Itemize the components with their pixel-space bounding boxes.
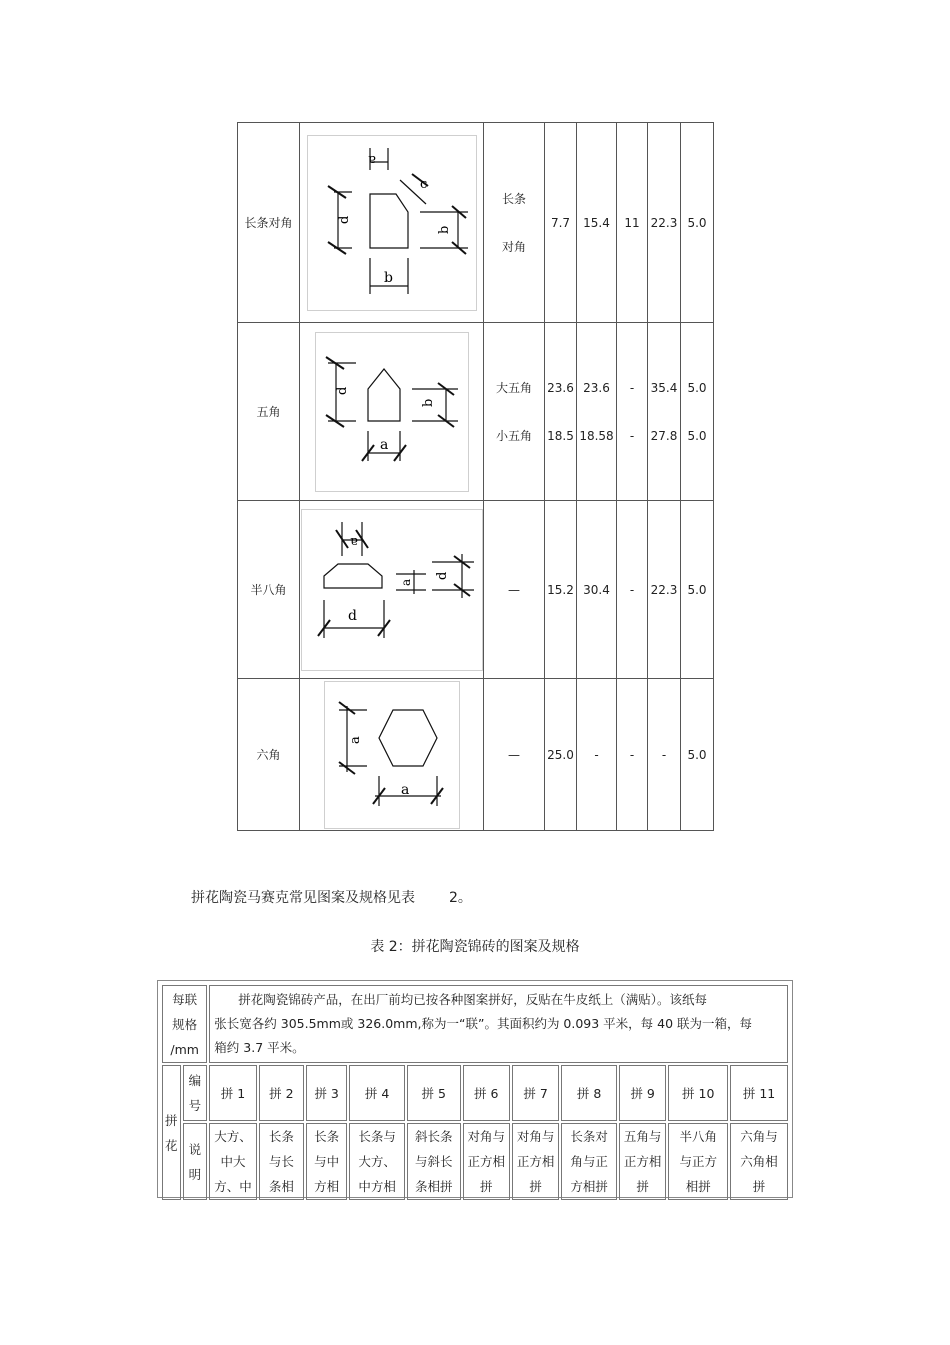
pattern-code: 拼 7: [512, 1065, 559, 1121]
pattern-code: 拼 8: [561, 1065, 617, 1121]
svg-text:b: b: [420, 398, 436, 407]
half-octagon-shape: [302, 510, 482, 670]
shape-type: 长条 对角: [484, 123, 545, 323]
value-cell: 35.4 27.8: [648, 323, 681, 501]
table-row: [238, 679, 714, 831]
table-caption: 表 2：拼花陶瓷锦砖的图案及规格: [370, 939, 580, 955]
svg-text:d: d: [336, 215, 352, 224]
shape-name: 六角: [238, 679, 300, 831]
svg-text:a: a: [379, 436, 388, 453]
svg-text:a: a: [347, 735, 363, 744]
value-cell: -: [617, 679, 648, 831]
pattern-note: 长条与 大方、 中方相: [349, 1123, 405, 1200]
value-cell: 5.0: [681, 501, 714, 679]
table-row: [162, 985, 788, 1063]
value-cell: 23.6 18.58: [577, 323, 617, 501]
shape-diagram-cell: [300, 501, 484, 679]
value-cell: - -: [617, 323, 648, 501]
pentagon-diagram: [315, 332, 469, 492]
value-cell: 5.0 5.0: [681, 323, 714, 501]
svg-text:a: a: [367, 151, 376, 167]
value-cell: -: [648, 679, 681, 831]
hexagon-shape: [325, 682, 459, 828]
shape-type: —: [484, 501, 545, 679]
svg-text:d: d: [334, 386, 350, 395]
value-cell: 15.4: [577, 123, 617, 323]
table-row: [238, 501, 714, 679]
group-label: 拼 花: [162, 1065, 181, 1200]
shape-diagram-cell: [300, 123, 484, 323]
pattern-code: 拼 5: [407, 1065, 461, 1121]
pattern-note: 对角与 正方相 拼: [512, 1123, 559, 1200]
mosaic-spec-table-1: [237, 122, 713, 830]
shape-name: 五角: [238, 323, 300, 501]
value-cell: -: [617, 501, 648, 679]
svg-text:a: a: [398, 578, 413, 586]
pattern-note: 六角与 六角相 拼: [730, 1123, 788, 1200]
shape-diagram-cell: [300, 323, 484, 501]
mosaic-pattern-table-2: [157, 980, 793, 1198]
table-row: [238, 323, 714, 501]
svg-text:b: b: [383, 269, 393, 286]
pattern-note: 大方、 中大 方、中: [209, 1123, 256, 1200]
spec-header: 每联 规格 /mm: [162, 985, 207, 1063]
half-octagon-diagram: [301, 509, 483, 671]
value-cell: -: [577, 679, 617, 831]
pentagon-shape: [316, 333, 468, 491]
pattern-note: 五角与 正方相 拼: [619, 1123, 666, 1200]
svg-text:b: b: [436, 225, 452, 234]
pattern-code: 拼 11: [730, 1065, 788, 1121]
pattern-code: 拼 4: [349, 1065, 405, 1121]
spec-description: 拼花陶瓷锦砖产品，在出厂前均已按各种图案拼好，反贴在牛皮纸上（满贴）。该纸每 张长宽各约 305.5mm或 326.0mm,称为一“联”。其面积约为 0.093 平米，每 40 联为一箱，每 箱约 3.7 平米。: [209, 985, 788, 1063]
long-strip-diagonal-shape: [308, 136, 476, 310]
pattern-code: 拼 3: [306, 1065, 347, 1121]
body-paragraph: 拼花陶瓷马赛克常见图案及规格见表 2。: [191, 890, 472, 906]
svg-text:a: a: [400, 781, 409, 798]
pattern-code: 拼 9: [619, 1065, 666, 1121]
pattern-code: 拼 1: [209, 1065, 256, 1121]
code-label: 编 号: [183, 1065, 208, 1121]
value-cell: 5.0: [681, 123, 714, 323]
svg-text:c: c: [419, 176, 427, 192]
value-cell: 23.6 18.5: [545, 323, 577, 501]
value-cell: 5.0: [681, 679, 714, 831]
table-row: [238, 123, 714, 323]
svg-text:d: d: [347, 607, 357, 624]
shape-type: —: [484, 679, 545, 831]
pattern-code: 拼 10: [668, 1065, 728, 1121]
pattern-note: 长条 与中 方相: [306, 1123, 347, 1200]
pattern-note: 半八角 与正方 相拼: [668, 1123, 728, 1200]
svg-text:d: d: [434, 571, 450, 580]
pattern-note: 对角与 正方相 拼: [463, 1123, 510, 1200]
value-cell: 11: [617, 123, 648, 323]
value-cell: 22.3: [648, 501, 681, 679]
value-cell: 7.7: [545, 123, 577, 323]
pattern-note: 长条 与长 条相: [259, 1123, 304, 1200]
svg-text:a: a: [349, 533, 358, 549]
shape-type: 大五角 小五角: [484, 323, 545, 501]
value-cell: 22.3: [648, 123, 681, 323]
shape-name: 半八角: [238, 501, 300, 679]
pattern-note: 斜长条 与斜长 条相拼: [407, 1123, 461, 1200]
table-row: [162, 1065, 788, 1121]
value-cell: 15.2: [545, 501, 577, 679]
shape-name: 长条对角: [238, 123, 300, 323]
value-cell: 25.0: [545, 679, 577, 831]
note-label: 说 明: [183, 1123, 208, 1200]
shape-diagram-cell: [300, 679, 484, 831]
pattern-note: 长条对 角与正 方相拼: [561, 1123, 617, 1200]
hexagon-diagram: [324, 681, 460, 829]
pattern-code: 拼 2: [259, 1065, 304, 1121]
pattern-code: 拼 6: [463, 1065, 510, 1121]
value-cell: 30.4: [577, 501, 617, 679]
table-row: [162, 1123, 788, 1200]
long-strip-diagonal-diagram: [307, 135, 477, 311]
